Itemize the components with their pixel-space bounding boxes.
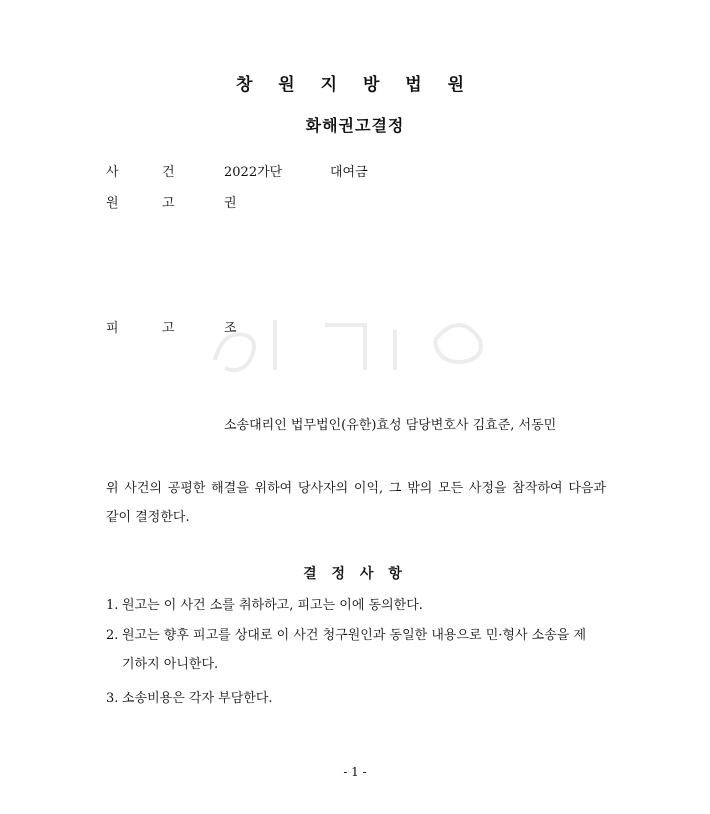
page-number: - 1 - [343, 765, 367, 779]
plaintiff-name: 권 [224, 196, 237, 211]
plaintiff-label-2: 고 [162, 196, 175, 211]
legal-agent: 소송대리인 법무법인(유한)효성 담당변호사 김효준, 서동민 [224, 418, 557, 433]
document-title: 화해권고결정 [305, 116, 405, 135]
item-number: 3. [106, 691, 119, 706]
defendant-name: 조 [224, 321, 237, 336]
item-number: 1. [106, 598, 119, 613]
case-number: 2022가단 [224, 165, 283, 180]
item-number: 2. [106, 628, 119, 643]
case-label-2: 건 [162, 165, 175, 180]
case-name: 대여금 [330, 165, 368, 180]
case-label-1: 사 [106, 165, 119, 180]
item-text-line-2: 기하지 아니한다. [122, 657, 219, 672]
plaintiff-label-1: 원 [106, 196, 119, 211]
defendant-label-1: 피 [106, 321, 119, 336]
decision-item [106, 684, 606, 713]
decision-heading: 결 정 사 항 [303, 566, 407, 582]
intro-paragraph: 위 사건의 공평한 해결을 위하여 당사자의 이익, 그 밖의 모든 사정을 참작하여 다음과 같이 결정한다. [106, 481, 606, 525]
decision-item [106, 591, 606, 620]
item-text-line-1: 원고는 향후 피고를 상대로 이 사건 청구원인과 동일한 내용으로 민·형사 소송을 제 [122, 628, 587, 643]
defendant-label-2: 고 [162, 321, 175, 336]
decision-item [106, 621, 606, 679]
watermark-graphic [205, 300, 495, 380]
item-text: 원고는 이 사건 소를 취하하고, 피고는 이에 동의한다. [122, 598, 423, 613]
item-text: 소송비용은 각자 부담한다. [122, 691, 273, 706]
court-name: 창 원 지 방 법 원 [235, 75, 475, 95]
